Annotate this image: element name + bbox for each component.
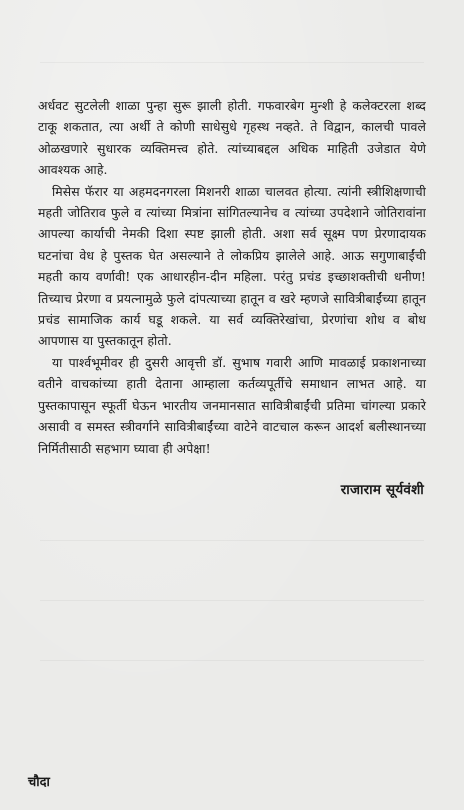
page-number: चौदा [28,775,50,790]
paragraph-3: या पार्श्वभूमीवर ही दुसरी आवृत्ती डॉ. सुभाष गवारी आणि मावळाई प्रकाशनाच्या वतीने वाचकांच्या हाती देताना आम्हाला कर्तव्यपूर्तीचे समाधान लाभत आहे. या पुस्तकापासून स्फूर्ती घेऊन भारतीय जनमानसात सावित्रीबाईंची प्रतिमा चांगल्या प्रकारे असावी व समस्त स्त्रीवर्गाने सावित्रीबाईंच्या वाटेने वाटचाल करून आदर्श बलीस्थानच्या निर्मितीसाठी सहभाग घ्यावा ही अपेक्षा! [38,354,426,456]
bleed-through-line [40,540,424,541]
bleed-through-line [40,660,424,661]
bleed-through-line [40,62,424,63]
paragraph-2: मिसेस फॅरार या अहमदनगरला मिशनरी शाळा चालवत होत्या. त्यांनी स्त्रीशिक्षणाची महती जोतिराव फुले व त्यांच्या मित्रांना सांगितल्यानेच व त्यांच्या उपदेशाने जोतिरावांना आपल्या कार्याची नेमकी दिशा स्पष्ट झाली होती. अशा सर्व सूक्ष्म पण प्रेरणादायक घटनांचा वेध हे पुस्तक घेत असल्याने ते लोकप्रिय झालेले आहे. आऊ सगुणाबाईंची महती काय वर्णावी! एक आधारहीन-दीन महिला. परंतु प्रचंड इच्छाशक्तीची धनीण! तिच्याच प्रेरणा व प्रयत्नामुळे फुले दांपत्याच्या हातून व खरे म्हणजे सावित्रीबाईंच्या हातून प्रचंड सामाजिक कार्य घडू शकले. या सर्व व्यक्तिरेखांचा, प्रेरणांचा शोध व बोध आपणास या पुस्तकातून होतो. [38,183,426,349]
bleed-through-line [40,600,424,601]
body-text [38,95,426,459]
author-signature: राजाराम सूर्यवंशी [340,482,424,498]
paragraph-1: अर्धवट सुटलेली शाळा पुन्हा सुरू झाली होती. गफवारबेग मुन्शी हे कलेक्टरला शब्द टाकू शकतात, त्या अर्थी ते कोणी साधेसुधे गृहस्थ नव्हते. ते विद्वान, कालची पावले ओळखणारे सुधारक व्यक्तिमत्त्व होते. त्यांच्याबद्दल अधिक माहिती उजेडात येणे आवश्यक आहे. [38,98,426,178]
